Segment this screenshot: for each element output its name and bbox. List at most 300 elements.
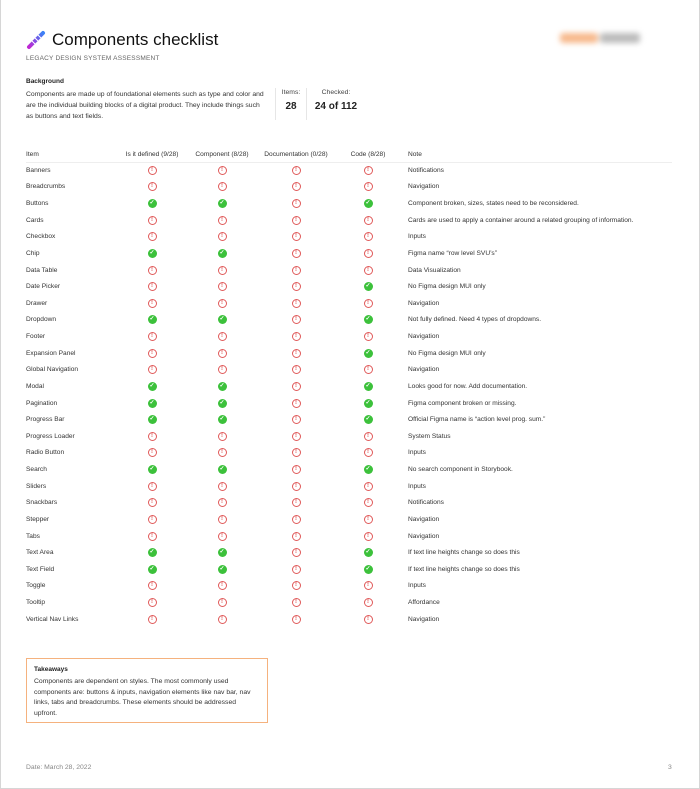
code-status <box>334 461 402 478</box>
item-name: Text Field <box>26 565 55 573</box>
page-title: Components checklist <box>52 30 219 49</box>
item-name: Modal <box>26 382 44 390</box>
check-icon: ✓ <box>149 416 155 423</box>
alert-icon: ! <box>148 182 157 191</box>
alert-icon: ! <box>148 282 157 291</box>
item-name: Dropdown <box>26 316 57 324</box>
check-icon: ✓ <box>149 316 155 323</box>
alert-icon: ! <box>218 216 227 225</box>
column-header: Item <box>26 147 118 162</box>
table-row <box>26 312 672 329</box>
item-name: Drawer <box>26 299 48 307</box>
note: Inputs <box>408 233 426 241</box>
note: Navigation <box>408 366 440 374</box>
alert-icon: ! <box>364 482 373 491</box>
alert-icon: ! <box>364 498 373 507</box>
documentation-status <box>258 528 334 545</box>
alert-icon: ! <box>292 349 301 358</box>
column-header: Note <box>402 147 672 162</box>
component-status <box>186 611 258 628</box>
code-status <box>334 229 402 246</box>
component-status <box>186 212 258 229</box>
documentation-status <box>258 328 334 345</box>
component-status <box>186 461 258 478</box>
code-status <box>334 445 402 462</box>
defined-status <box>118 195 186 212</box>
table-header <box>26 147 672 162</box>
documentation-status <box>258 362 334 379</box>
defined-status <box>118 511 186 528</box>
check-icon: ✓ <box>365 399 371 406</box>
code-status <box>334 212 402 229</box>
item-name: Footer <box>26 333 46 341</box>
documentation-status <box>258 312 334 329</box>
table-row <box>26 378 672 395</box>
alert-icon: ! <box>292 399 301 408</box>
check-icon: ✓ <box>149 382 155 389</box>
alert-icon: ! <box>364 299 373 308</box>
documentation-status <box>258 262 334 279</box>
code-status <box>334 312 402 329</box>
alert-icon: ! <box>218 365 227 374</box>
component-status <box>186 345 258 362</box>
note: No Figma design MUI only <box>408 283 486 291</box>
defined-status <box>118 212 186 229</box>
code-status <box>334 578 402 595</box>
alert-icon: ! <box>292 532 301 541</box>
code-status <box>334 428 402 445</box>
item-name: Data Table <box>26 266 58 274</box>
table-row <box>26 195 672 212</box>
divider <box>306 88 307 120</box>
component-status <box>186 544 258 561</box>
alert-icon: ! <box>148 332 157 341</box>
alert-icon: ! <box>364 448 373 457</box>
alert-icon: ! <box>148 598 157 607</box>
takeaways-label: Takeaways <box>34 666 68 673</box>
note: Navigation <box>408 183 440 191</box>
component-status <box>186 328 258 345</box>
item-name: Breadcrumbs <box>26 183 66 191</box>
item-name: Pagination <box>26 399 58 407</box>
component-status <box>186 445 258 462</box>
check-icon: ✓ <box>149 249 155 256</box>
code-status <box>334 278 402 295</box>
table-row <box>26 278 672 295</box>
table-row <box>26 561 672 578</box>
alert-icon: ! <box>218 232 227 241</box>
documentation-status <box>258 411 334 428</box>
alert-icon: ! <box>218 182 227 191</box>
item-name: Cards <box>26 216 44 224</box>
documentation-status <box>258 544 334 561</box>
table-row <box>26 594 672 611</box>
documentation-status <box>258 345 334 362</box>
alert-icon: ! <box>218 482 227 491</box>
note: Official Figma name is “action level prog. sum.” <box>408 416 546 424</box>
code-status <box>334 345 402 362</box>
documentation-status <box>258 395 334 412</box>
alert-icon: ! <box>148 532 157 541</box>
note: No search component in Storybook. <box>408 466 513 474</box>
code-status <box>334 262 402 279</box>
alert-icon: ! <box>148 515 157 524</box>
checked-label: Checked: <box>321 89 351 96</box>
documentation-status <box>258 195 334 212</box>
defined-status <box>118 578 186 595</box>
documentation-status <box>258 179 334 196</box>
alert-icon: ! <box>364 249 373 258</box>
check-icon: ✓ <box>149 466 155 473</box>
alert-icon: ! <box>292 548 301 557</box>
code-status <box>334 179 402 196</box>
code-status <box>334 544 402 561</box>
alert-icon: ! <box>292 365 301 374</box>
alert-icon: ! <box>218 448 227 457</box>
code-status <box>334 395 402 412</box>
documentation-status <box>258 212 334 229</box>
alert-icon: ! <box>218 349 227 358</box>
alert-icon: ! <box>292 182 301 191</box>
table-row <box>26 362 672 379</box>
component-status <box>186 411 258 428</box>
defined-status <box>118 312 186 329</box>
documentation-status <box>258 478 334 495</box>
note: Navigation <box>408 515 440 523</box>
defined-status <box>118 245 186 262</box>
check-icon: ✓ <box>365 200 371 207</box>
table-row <box>26 162 672 179</box>
item-name: Tooltip <box>26 599 46 607</box>
alert-icon: ! <box>292 199 301 208</box>
documentation-status <box>258 162 334 179</box>
item-name: Sliders <box>26 482 47 490</box>
note: Not fully defined. Need 4 types of dropdowns. <box>408 316 542 324</box>
note: Affordance <box>408 599 440 607</box>
code-status <box>334 245 402 262</box>
code-status <box>334 611 402 628</box>
check-icon: ✓ <box>219 466 225 473</box>
alert-icon: ! <box>364 532 373 541</box>
alert-icon: ! <box>218 581 227 590</box>
alert-icon: ! <box>218 615 227 624</box>
item-name: Global Navigation <box>26 366 79 374</box>
item-name: Search <box>26 466 47 474</box>
documentation-status <box>258 295 334 312</box>
documentation-status <box>258 594 334 611</box>
alert-icon: ! <box>292 299 301 308</box>
defined-status <box>118 561 186 578</box>
component-status <box>186 162 258 179</box>
component-status <box>186 478 258 495</box>
alert-icon: ! <box>148 448 157 457</box>
note: Notifications <box>408 499 444 507</box>
check-icon: ✓ <box>219 200 225 207</box>
code-status <box>334 362 402 379</box>
component-status <box>186 511 258 528</box>
table-row <box>26 328 672 345</box>
table-row <box>26 345 672 362</box>
check-icon: ✓ <box>365 416 371 423</box>
alert-icon: ! <box>292 382 301 391</box>
table-row <box>26 229 672 246</box>
documentation-status <box>258 428 334 445</box>
component-status <box>186 528 258 545</box>
alert-icon: ! <box>292 166 301 175</box>
table-row <box>26 478 672 495</box>
defined-status <box>118 328 186 345</box>
defined-status <box>118 395 186 412</box>
note: Component broken, sizes, states need to be reconsidered. <box>408 200 579 208</box>
alert-icon: ! <box>292 232 301 241</box>
component-status <box>186 262 258 279</box>
note: Navigation <box>408 532 440 540</box>
check-icon: ✓ <box>365 283 371 290</box>
item-name: Date Picker <box>26 283 61 291</box>
documentation-status <box>258 611 334 628</box>
alert-icon: ! <box>292 448 301 457</box>
component-status <box>186 362 258 379</box>
documentation-status <box>258 578 334 595</box>
dna-icon <box>26 30 46 50</box>
table-row <box>26 295 672 312</box>
item-name: Chip <box>26 249 40 257</box>
component-status <box>186 179 258 196</box>
checked-stat <box>310 89 362 112</box>
alert-icon: ! <box>148 299 157 308</box>
alert-icon: ! <box>364 615 373 624</box>
column-header: Code (8/28) <box>334 147 402 162</box>
check-icon: ✓ <box>219 565 225 572</box>
table-row <box>26 245 672 262</box>
check-icon: ✓ <box>149 200 155 207</box>
note: If text line heights change so does this <box>408 565 520 573</box>
alert-icon: ! <box>218 266 227 275</box>
alert-icon: ! <box>292 415 301 424</box>
table-row <box>26 179 672 196</box>
alert-icon: ! <box>364 332 373 341</box>
documentation-status <box>258 561 334 578</box>
component-status <box>186 229 258 246</box>
table-row <box>26 411 672 428</box>
code-status <box>334 328 402 345</box>
alert-icon: ! <box>148 581 157 590</box>
alert-icon: ! <box>292 615 301 624</box>
alert-icon: ! <box>218 332 227 341</box>
items-value: 28 <box>285 101 297 112</box>
items-label: Items: <box>281 89 301 96</box>
defined-status <box>118 428 186 445</box>
item-name: Stepper <box>26 515 50 523</box>
alert-icon: ! <box>364 581 373 590</box>
background-label: Background <box>26 78 64 85</box>
documentation-status <box>258 245 334 262</box>
defined-status <box>118 461 186 478</box>
table-row <box>26 461 672 478</box>
alert-icon: ! <box>292 498 301 507</box>
defined-status <box>118 544 186 561</box>
component-status <box>186 561 258 578</box>
alert-icon: ! <box>292 598 301 607</box>
column-header: Is it defined (9/28) <box>118 147 186 162</box>
code-status <box>334 561 402 578</box>
check-icon: ✓ <box>149 565 155 572</box>
component-status <box>186 495 258 512</box>
takeaways-text: Components are dependent on styles. The most commonly used components are: buttons & inputs, navigation elements like nav bar, nav links, tabs and breadcrumbs. These elements should be addressed upfront. <box>34 678 251 717</box>
alert-icon: ! <box>292 315 301 324</box>
note: Looks good for now. Add documentation. <box>408 382 528 390</box>
defined-status <box>118 162 186 179</box>
defined-status <box>118 362 186 379</box>
table-row <box>26 511 672 528</box>
checked-value: 24 of 112 <box>314 101 358 112</box>
table-row <box>26 495 672 512</box>
documentation-status <box>258 495 334 512</box>
defined-status <box>118 278 186 295</box>
alert-icon: ! <box>218 515 227 524</box>
code-status <box>334 594 402 611</box>
alert-icon: ! <box>218 166 227 175</box>
table-row <box>26 212 672 229</box>
note: Figma name “row level SVU’s” <box>408 249 497 257</box>
table-row <box>26 611 672 628</box>
alert-icon: ! <box>218 498 227 507</box>
note: System Status <box>408 432 451 440</box>
check-icon: ✓ <box>149 399 155 406</box>
alert-icon: ! <box>292 515 301 524</box>
defined-status <box>118 179 186 196</box>
documentation-status <box>258 445 334 462</box>
note: Navigation <box>408 299 440 307</box>
documentation-status <box>258 378 334 395</box>
item-name: Checkbox <box>26 233 56 241</box>
component-status <box>186 395 258 412</box>
table-row <box>26 578 672 595</box>
note: Navigation <box>408 615 440 623</box>
check-icon: ✓ <box>219 549 225 556</box>
alert-icon: ! <box>218 432 227 441</box>
alert-icon: ! <box>148 365 157 374</box>
alert-icon: ! <box>218 282 227 291</box>
alert-icon: ! <box>148 216 157 225</box>
header <box>26 30 218 50</box>
alert-icon: ! <box>292 266 301 275</box>
table-row <box>26 395 672 412</box>
alert-icon: ! <box>218 598 227 607</box>
item-name: Progress Loader <box>26 432 75 440</box>
alert-icon: ! <box>148 232 157 241</box>
alert-icon: ! <box>218 532 227 541</box>
check-icon: ✓ <box>365 316 371 323</box>
alert-icon: ! <box>148 166 157 175</box>
alert-icon: ! <box>292 249 301 258</box>
alert-icon: ! <box>292 432 301 441</box>
defined-status <box>118 345 186 362</box>
note: Notifications <box>408 167 444 175</box>
component-status <box>186 578 258 595</box>
item-name: Banners <box>26 167 51 175</box>
alert-icon: ! <box>364 182 373 191</box>
defined-status <box>118 594 186 611</box>
code-status <box>334 295 402 312</box>
documentation-status <box>258 278 334 295</box>
defined-status <box>118 478 186 495</box>
item-name: Expansion Panel <box>26 349 76 357</box>
company-logo <box>560 33 640 43</box>
items-stat <box>280 89 302 112</box>
check-icon: ✓ <box>149 549 155 556</box>
alert-icon: ! <box>364 216 373 225</box>
page-number: 3 <box>668 764 672 771</box>
defined-status <box>118 611 186 628</box>
column-header: Documentation (0/28) <box>258 147 334 162</box>
alert-icon: ! <box>292 465 301 474</box>
code-status <box>334 195 402 212</box>
alert-icon: ! <box>364 598 373 607</box>
alert-icon: ! <box>148 615 157 624</box>
defined-status <box>118 528 186 545</box>
documentation-status <box>258 229 334 246</box>
defined-status <box>118 411 186 428</box>
code-status <box>334 411 402 428</box>
component-status <box>186 594 258 611</box>
documentation-status <box>258 511 334 528</box>
defined-status <box>118 262 186 279</box>
alert-icon: ! <box>148 482 157 491</box>
alert-icon: ! <box>148 498 157 507</box>
table-row <box>26 445 672 462</box>
check-icon: ✓ <box>365 382 371 389</box>
alert-icon: ! <box>292 216 301 225</box>
check-icon: ✓ <box>219 416 225 423</box>
item-name: Radio Button <box>26 449 65 457</box>
table-row <box>26 428 672 445</box>
code-status <box>334 528 402 545</box>
column-header: Component (8/28) <box>186 147 258 162</box>
defined-status <box>118 229 186 246</box>
item-name: Snackbars <box>26 499 58 507</box>
components-table <box>26 147 672 628</box>
footer-date: Date: March 28, 2022 <box>26 764 92 771</box>
alert-icon: ! <box>292 565 301 574</box>
alert-icon: ! <box>364 515 373 524</box>
alert-icon: ! <box>364 166 373 175</box>
check-icon: ✓ <box>365 349 371 356</box>
table-row <box>26 544 672 561</box>
code-status <box>334 495 402 512</box>
note: Cards are used to apply a container around a related grouping of information. <box>408 216 634 224</box>
alert-icon: ! <box>364 365 373 374</box>
item-name: Tabs <box>26 532 40 540</box>
code-status <box>334 162 402 179</box>
component-status <box>186 378 258 395</box>
alert-icon: ! <box>364 266 373 275</box>
check-icon: ✓ <box>365 549 371 556</box>
alert-icon: ! <box>218 299 227 308</box>
documentation-status <box>258 461 334 478</box>
component-status <box>186 245 258 262</box>
defined-status <box>118 378 186 395</box>
alert-icon: ! <box>148 266 157 275</box>
divider <box>275 88 276 120</box>
item-name: Text Area <box>26 549 54 557</box>
check-icon: ✓ <box>365 466 371 473</box>
alert-icon: ! <box>292 482 301 491</box>
background-text: Components are made up of foundational elements such as type and color and are the individual building blocks of a digital product. They include things such as buttons and text fields. <box>26 91 264 120</box>
item-name: Toggle <box>26 582 46 590</box>
note: Navigation <box>408 333 440 341</box>
component-status <box>186 312 258 329</box>
